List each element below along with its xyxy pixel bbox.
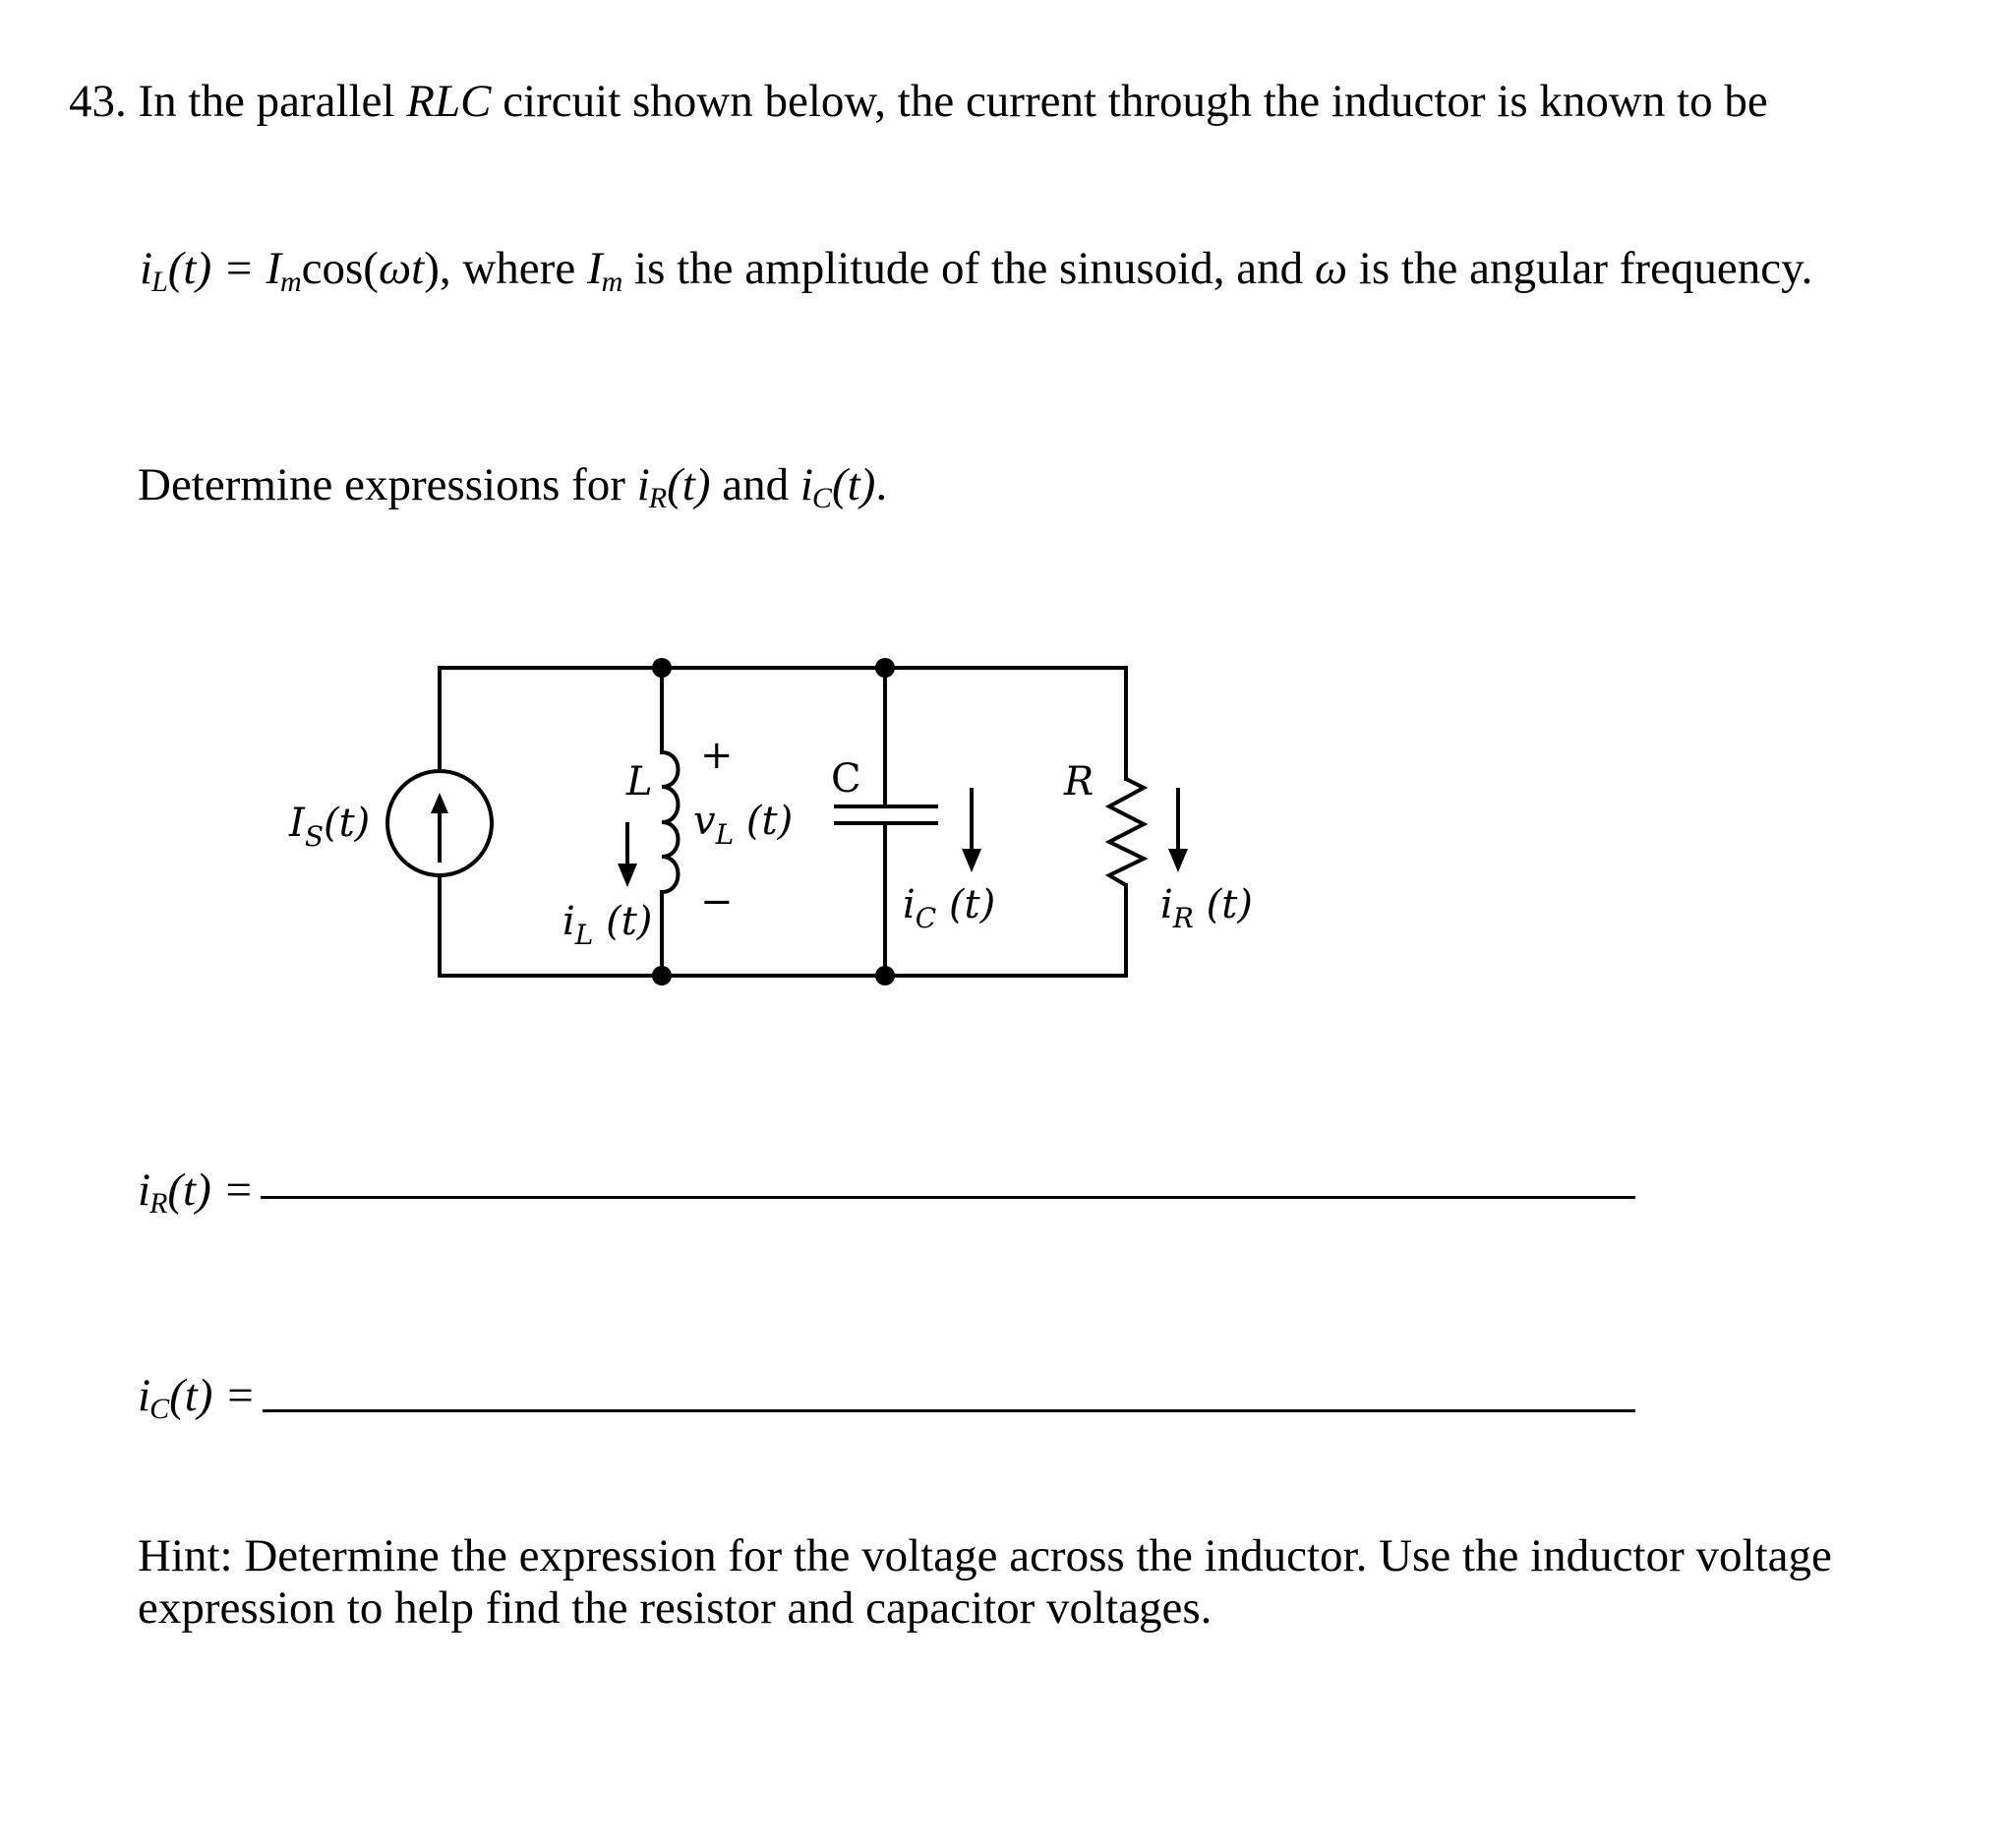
ir-arrow-head (1168, 849, 1188, 872)
voltage-plus-sign: + (700, 733, 734, 778)
answer-ir-label (138, 1164, 255, 1220)
ic-arrow-shaft (970, 788, 974, 851)
capacitor-label: C (831, 756, 861, 802)
answer-ir-var: i (138, 1164, 151, 1216)
eq-close: ), where (424, 243, 587, 294)
eq-lhs-sub: L (151, 266, 168, 298)
problem-intro-after: circuit shown below, the current through the inductor is known to be (491, 76, 1768, 127)
answer-ic-blank[interactable] (263, 1409, 1635, 1412)
node-bottom-inductor (652, 966, 672, 985)
node-top-inductor (652, 658, 672, 678)
source-arrow-head (431, 793, 448, 813)
hint-text: Hint: Determine the expression for the voltage across the inductor. Use the inductor voltage expression to help find the resistor and capacitor voltages. (138, 1530, 1832, 1634)
ic-arrow-head (962, 849, 981, 872)
eq-mid: is the amplitude of the sinusoid, and (622, 243, 1315, 294)
eq-lhs-arg: (t) = (167, 243, 266, 294)
eq-lhs-var: i (140, 243, 153, 294)
ir-arrow-shaft (1176, 788, 1180, 851)
current-source-icon (387, 771, 492, 875)
task-statement (138, 459, 888, 514)
eq-amp-sub2: m (601, 266, 623, 298)
answer-ir-sub: R (149, 1187, 168, 1220)
task-ir-sub: R (648, 482, 668, 514)
eq-amp-sub: m (279, 266, 302, 298)
resistor-label: R (1064, 759, 1095, 805)
task-before: Determine expressions for (138, 459, 637, 510)
eq-tail: is the angular frequency. (1347, 243, 1813, 294)
eq-omega-t: ωt (378, 243, 425, 294)
source-label: $I_S(t)$ (289, 801, 371, 853)
task-end: . (875, 459, 888, 510)
problem-number: 43. (69, 76, 127, 127)
task-ic-arg: (t) (831, 459, 876, 510)
answer-ir-arg: (t) = (167, 1164, 255, 1216)
task-ir-var: i (636, 459, 650, 510)
eq-amp-var: I (266, 243, 281, 294)
eq-omega: ω (1314, 243, 1348, 294)
task-ic-var: i (799, 459, 813, 510)
problem-intro-before: In the parallel (138, 76, 407, 127)
il-arrow-shaft (625, 822, 629, 865)
resistor-current-label: $i_R$ (t) (1160, 882, 1253, 934)
voltage-minus-sign: − (700, 879, 734, 924)
il-arrow-head (618, 864, 637, 887)
answer-ir-blank[interactable] (261, 1196, 1635, 1199)
problem-statement (69, 76, 1768, 127)
eq-amp-var2: I (586, 243, 603, 294)
eq-func: cos( (301, 243, 379, 294)
inductor-coil (662, 752, 679, 892)
capacitor-current-label: $i_C$ (t) (903, 882, 996, 934)
inductor-label: L (626, 759, 653, 805)
problem-intro-rlc: RLC (406, 76, 492, 127)
task-ic-sub: C (811, 482, 832, 514)
resistor-zigzag (1109, 779, 1144, 885)
task-and: and (710, 459, 800, 510)
task-ir-arg: (t) (667, 459, 711, 510)
given-equation (140, 243, 1813, 298)
answer-ic-arg: (t) = (169, 1370, 256, 1421)
node-bottom-capacitor (875, 966, 895, 985)
answer-ic-sub: C (149, 1393, 170, 1425)
answer-ic-label (138, 1370, 256, 1425)
answer-ic-var: i (138, 1370, 151, 1421)
inductor-voltage-label: $v_L$ (t) (693, 799, 794, 851)
node-top-capacitor (875, 658, 895, 678)
inductor-current-label: $i_L$ (t) (562, 899, 653, 951)
